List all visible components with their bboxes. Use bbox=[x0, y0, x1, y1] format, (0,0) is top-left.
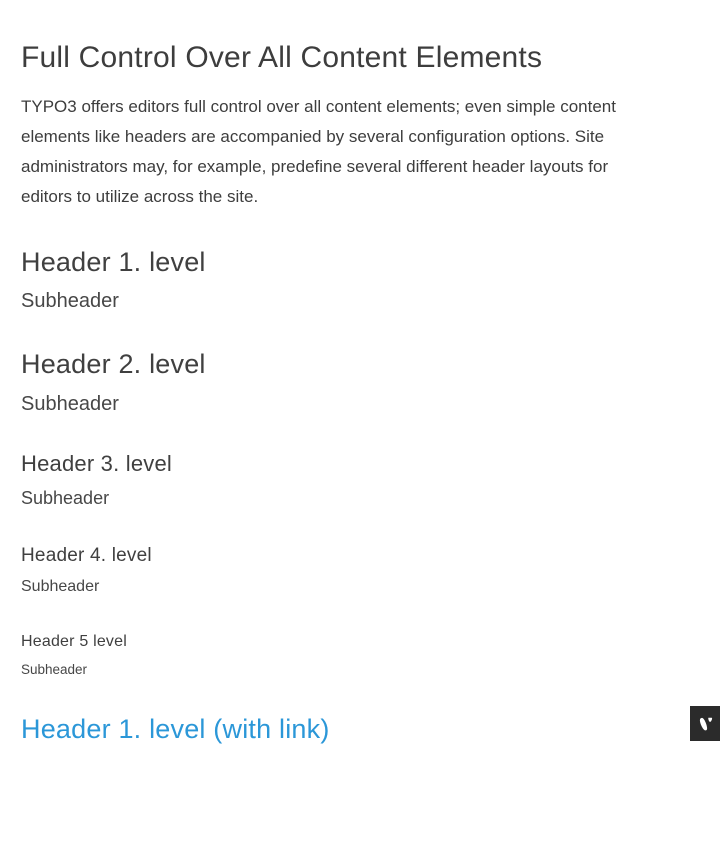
page-title: Full Control Over All Content Elements bbox=[21, 41, 543, 74]
subheader-level-2: Subheader bbox=[21, 392, 119, 415]
header-level-4: Header 4. level bbox=[21, 544, 152, 566]
header-with-link-block bbox=[21, 713, 699, 745]
header-level-1-link[interactable]: Header 1. level (with link) bbox=[21, 713, 330, 744]
header-level-3: Header 3. level bbox=[21, 450, 172, 476]
intro-paragraph bbox=[21, 92, 699, 212]
header-level-2: Header 2. level bbox=[21, 349, 206, 380]
header-level-4-block bbox=[21, 545, 699, 599]
intro-line: elements like headers are accompanied by several configuration options. Site bbox=[21, 127, 605, 146]
header-level-1: Header 1. level bbox=[21, 247, 206, 277]
header-level-5-block bbox=[21, 632, 699, 679]
header-level-2-block bbox=[21, 348, 699, 416]
subheader-level-1: Subheader bbox=[21, 290, 119, 313]
typo3-logo-icon bbox=[697, 716, 713, 732]
subheader-level-3: Subheader bbox=[21, 488, 110, 509]
header-level-1-block bbox=[21, 246, 699, 314]
intro-line: editors to utilize across the site. bbox=[21, 187, 259, 206]
subheader-level-4: Subheader bbox=[21, 578, 100, 596]
admin-panel-toggle[interactable] bbox=[690, 706, 720, 741]
intro-line: administrators may, for example, predefine several different header layouts for bbox=[21, 157, 609, 176]
intro-line: TYPO3 offers editors full control over all content elements; even simple content bbox=[21, 97, 616, 116]
header-level-3-block bbox=[21, 451, 699, 511]
subheader-level-5: Subheader bbox=[21, 662, 88, 678]
header-level-5: Header 5 level bbox=[21, 633, 127, 651]
